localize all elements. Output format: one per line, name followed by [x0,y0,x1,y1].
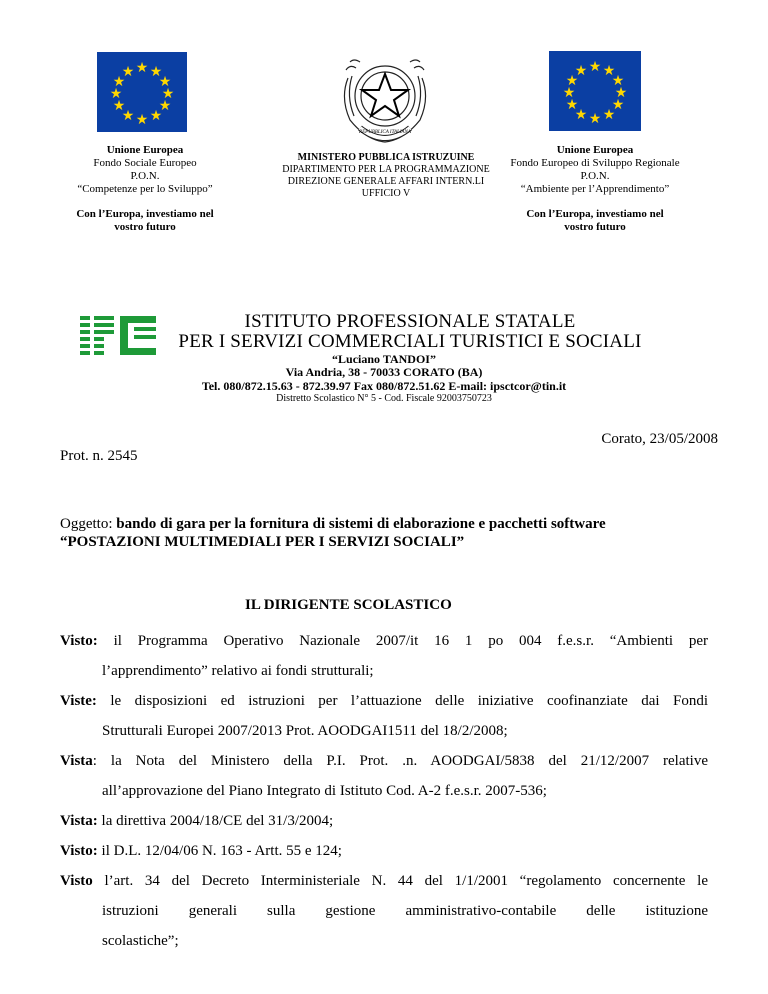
school-name-line2: PER I SERVIZI COMMERCIALI TURISTICI E SOCIALI [178,331,642,352]
svg-text:★: ★ [121,108,135,124]
recital-6-label: Visto [60,873,93,889]
recital-4-label: Vista: [60,813,98,829]
svg-text:★: ★ [565,73,579,89]
recital-5 [60,836,708,866]
recital-1-rest: l’apprendimento” relativo ai fondi strutturali; [102,663,374,679]
school-district: Distretto Scolastico N° 5 - Cod. Fiscale 92003750723 [276,393,492,404]
left-header-text [70,144,220,196]
recital-5-line1 [60,836,708,866]
svg-text:★: ★ [574,63,588,79]
school-address: Via Andria, 38 - 70033 CORATO (BA) [285,365,483,379]
recital-1-label: Visto: [60,633,98,649]
left-header-line2: P.O.N. [130,170,160,182]
svg-text:★: ★ [158,98,172,114]
recital-3-line1 [60,746,708,776]
school-contacts: Tel. 080/872.15.63 - 872.39.97 Fax 080/872.51.62 E-mail: ipsctcor@tin.it [201,379,567,393]
subject-text: bando di gara per la fornitura di sistemi di elaborazione e pacchetti software [116,516,606,532]
svg-text:★: ★ [135,60,149,76]
left-header-title: Unione Europea [106,144,184,156]
ministry-name: MINISTERO PUBBLICA ISTRUZUINE [297,152,475,163]
italian-emblem [326,48,444,150]
svg-text:★: ★ [562,85,576,101]
recital-2-text: le disposizioni ed istruzioni per l’attuazione delle iniziative coofinanziate dai Fondi [96,693,708,709]
right-header-title: Unione Europea [556,144,634,156]
left-header-line1: Fondo Sociale Europeo [93,157,197,169]
recital-6-rest: scolastiche”; [102,933,179,949]
recital-1-line1 [60,626,708,656]
recital-2-line1 [60,686,708,716]
right-header-line3: “Ambiente per l’Apprendimento” [520,183,670,195]
subject-label: Oggetto: [60,516,113,532]
svg-text:★: ★ [149,64,163,80]
right-header-text [490,144,700,196]
recital-5-label: Visto: [60,843,98,859]
recital-2-rest: Strutturali Europei 2007/2013 Prot. AOODGAI1511 del 18/2/2008; [102,723,508,739]
recital-6 [60,866,708,956]
school-name-line1: ISTITUTO PROFESSIONALE STATALE [244,311,576,332]
svg-text:★: ★ [611,73,625,89]
svg-text:★: ★ [112,98,126,114]
svg-text:★: ★ [602,63,616,79]
recital-6-line1 [60,866,708,896]
left-slogan: Con l’Europa, investiamo nel vostro futuro [76,208,214,233]
svg-text:★: ★ [574,107,588,123]
right-header-line2: P.O.N. [580,170,610,182]
svg-text:★: ★ [158,74,172,90]
recital-2-label: Viste: [60,693,97,709]
recital-3-text: : la Nota del Ministero della P.I. Prot. .n. AOODGAI/5838 del 21/12/2007 relative [92,753,708,769]
school-dedication: “Luciano TANDOI” [332,352,436,366]
svg-text:★: ★ [588,111,602,127]
recital-6-text: l’art. 34 del Decreto Interministeriale N. 44 del 1/1/2001 “regolamento concernente le [92,873,708,889]
recital-6-line2: istruzioni generali sulla gestione amministrativo-contabile delle istituzione [102,903,708,919]
right-header-line1: Fondo Europeo di Sviluppo Regionale [510,157,680,169]
recital-3-label: Vista [60,753,93,769]
svg-text:★: ★ [149,108,163,124]
emblem-ribbon-text: REPUBBLICA ITALIANA [359,130,411,135]
svg-text:★: ★ [135,112,149,128]
eu-stars-icon [549,51,641,131]
svg-text:★: ★ [112,74,126,90]
subject-line1 [60,515,720,533]
center-header-text [256,152,516,200]
document-heading: IL DIRIGENTE SCOLASTICO [245,597,452,613]
eu-flag-left [97,52,187,132]
svg-text:★: ★ [588,59,602,75]
recital-4-text: la direttiva 2004/18/CE del 31/3/2004; [97,813,334,829]
subject [60,515,720,551]
ipc-logo-icon [80,313,156,355]
recital-1-text: il Programma Operativo Nazionale 2007/it 16 1 po 004 f.e.s.r. “Ambienti per [97,633,708,649]
svg-text:★: ★ [611,97,625,113]
left-header-line3: “Competenze per lo Sviluppo” [77,183,213,195]
recital-3 [60,746,708,806]
svg-text:★: ★ [109,86,123,102]
right-slogan: Con l’Europa, investiamo nel vostro futuro [526,208,664,233]
recital-1 [60,626,708,686]
eu-flag-right [549,51,641,131]
svg-text:★: ★ [121,64,135,80]
recital-5-text: il D.L. 12/04/06 N. 163 - Artt. 55 e 124; [97,843,342,859]
recital-3-rest: all’approvazione del Piano Integrato di Istituto Cod. A-2 f.e.s.r. 2007-536; [102,783,547,799]
ministry-line4: UFFICIO V [361,188,411,199]
place-date: Corato, 23/05/2008 [601,431,718,447]
svg-text:★: ★ [565,97,579,113]
svg-text:★: ★ [161,86,175,102]
svg-text:★: ★ [614,85,628,101]
recital-4-line1 [60,806,708,836]
ministry-line3: DIREZIONE GENERALE AFFARI INTERN.LI [287,176,485,187]
eu-stars-icon [97,52,187,132]
subject-line2: “POSTAZIONI MULTIMEDIALI PER I SERVIZI SOCIALI” [60,534,465,550]
recital-4 [60,806,708,836]
protocol-number: Prot. n. 2545 [60,448,138,464]
school-logo [80,313,156,355]
svg-text:★: ★ [602,107,616,123]
ministry-line2: DIPARTIMENTO PER LA PROGRAMMAZIONE [282,164,490,175]
recital-2 [60,686,708,746]
